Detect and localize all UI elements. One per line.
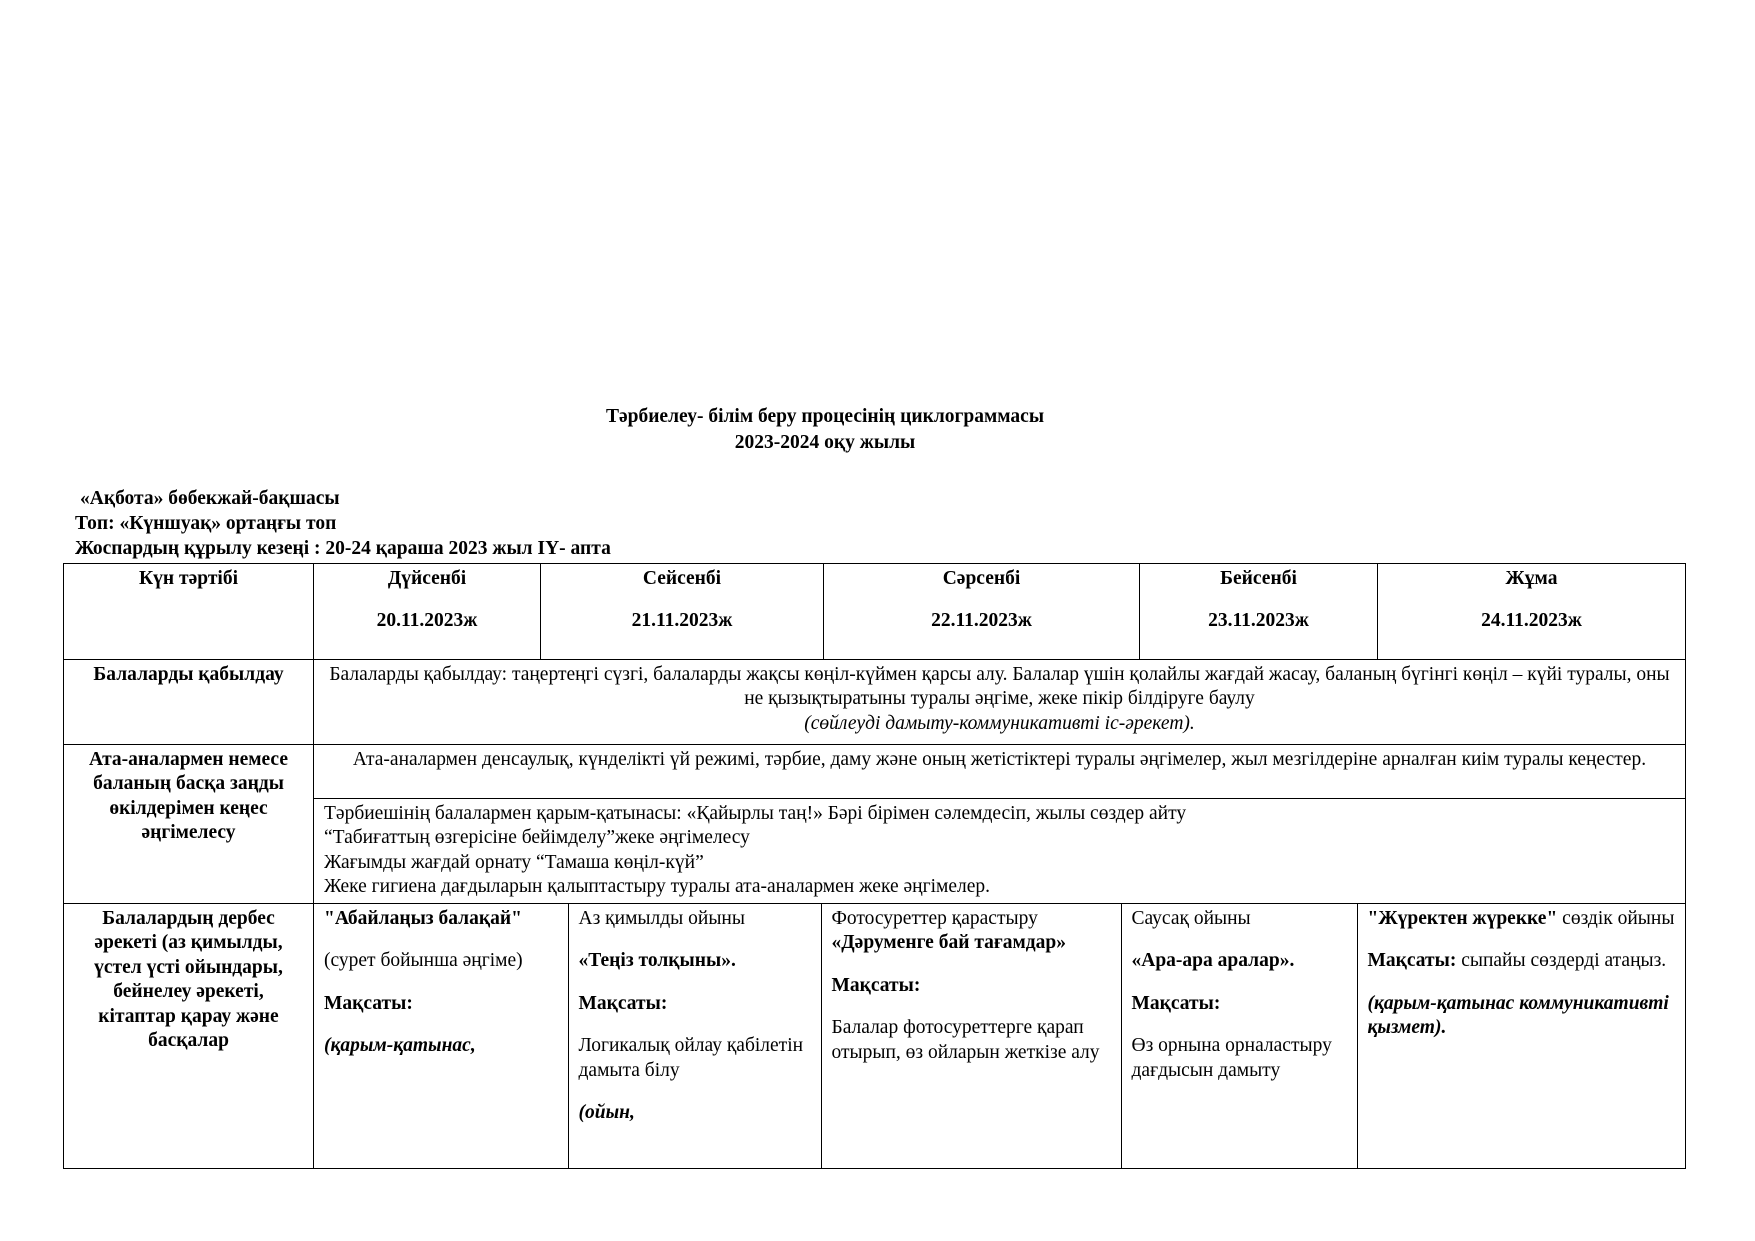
activity-title: «Теңіз толқыны». [578, 950, 736, 972]
header-day-friday [1378, 564, 1686, 660]
activity-type: (ойын, [578, 1101, 635, 1123]
activity-title-suffix: сөздік ойыны [1557, 908, 1675, 929]
day-name: Жұма [1505, 568, 1558, 589]
activity-thursday [1121, 904, 1357, 1168]
parents-row-top [64, 745, 1686, 799]
day-date: 22.11.2023ж [931, 610, 1032, 632]
activity-title: «Ара-ара аралар». [1131, 950, 1295, 972]
document-title: Тәрбиелеу- білім беру процесінің циклограммасы [605, 406, 1045, 427]
independent-activity-row [64, 904, 1686, 1169]
communication-line: “Табиғаттың өзгерісіне бейімделу”жеке әңгімелесу [324, 827, 750, 849]
independent-activity-label: Балалардың дербес әрекеті (аз қимылды, үстел үсті ойындары, бейнелеу әрекеті, кітаптар қарау және басқалар [64, 904, 314, 1169]
day-name: Дүйсенбі [387, 568, 467, 589]
goal-line [1368, 949, 1677, 973]
activity-type: (қарым-қатынас коммуникативті қызмет). [1367, 992, 1669, 1039]
reception-content [314, 660, 1686, 745]
day-date: 21.11.2023ж [631, 610, 733, 632]
activity-intro: Фотосуреттер қарастыру [831, 908, 1038, 929]
reception-text: Балаларды қабылдау: таңертеңгі сүзгі, балаларды жақсы көңіл-күймен қарсы алу. Балалар үшін қолайлы жағдай жасау, баланың бүгінгі көңіл – күйі туралы, оны не қызықтыратыны туралы әңгіме, жеке пікір білдіруге баулу [329, 664, 1670, 710]
activity-monday [314, 904, 568, 1168]
header-day-thursday [1140, 564, 1378, 660]
activity-title: "Абайлаңыз балақай" [324, 908, 522, 929]
header-schedule: Күн тәртібі [64, 564, 314, 660]
planning-period: Жоспардың құрылу кезеңі : 20-24 қараша 2023 жыл ІҮ- апта [75, 538, 611, 559]
goal-label: Мақсаты: [578, 992, 668, 1014]
goal-label: Мақсаты: [1131, 992, 1221, 1014]
independent-activity-days [314, 904, 1686, 1169]
communication-line: Тәрбиешінің балалармен қарым-қатынасы: «Қайырлы таң!» Бәрі бірімен сәлемдесіп, жылы сөздер айту [324, 803, 1187, 824]
activity-wednesday [821, 904, 1121, 1168]
reception-note: (сөйлеуді дамыту-коммуникативті іс-әрекет). [804, 712, 1195, 734]
activity-friday [1357, 904, 1686, 1168]
activity-tuesday [568, 904, 821, 1168]
goal-text: Логикалық ойлау қабілетін дамыта білу [578, 1035, 804, 1081]
goal-text: сыпайы сөздерді атаңыз. [1456, 950, 1667, 972]
teacher-communication [314, 799, 1686, 904]
day-name: Сейсенбі [642, 568, 722, 589]
schedule-table-wrapper [63, 563, 1685, 1169]
activity-intro: Аз қимылды ойыны [578, 908, 745, 929]
day-date: 24.11.2023ж [1481, 610, 1582, 632]
day-date: 20.11.2023ж [376, 610, 478, 632]
schedule-table [63, 563, 1686, 1169]
activity-type: (қарым-қатынас, [324, 1035, 476, 1057]
kindergarten-name: «Ақбота» бөбекжай-бақшасы [80, 488, 340, 509]
goal-label: Мақсаты: [1367, 950, 1457, 972]
parents-consultation [314, 745, 1686, 799]
day-date: 23.11.2023ж [1208, 610, 1309, 632]
communication-line: Жеке гигиена дағдыларын қалыптастыру туралы ата-аналармен жеке әңгімелер. [324, 876, 990, 898]
day-name: Бейсенбі [1220, 568, 1297, 589]
goal-label: Мақсаты: [324, 992, 413, 1014]
parents-consultation-text: Ата-аналармен денсаулық, күнделікті үй режимі, тәрбие, даму және оның жетістіктері туралы әңгімелер, жыл мезгілдеріне арналған киім туралы кеңестер. [352, 749, 1647, 770]
activity-intro: Саусақ ойыны [1131, 908, 1251, 929]
academic-year: 2023-2024 оқу жылы [734, 432, 916, 453]
header-day-monday [314, 564, 541, 660]
activity-heading [1368, 907, 1677, 931]
goal-text: Өз орнына орналастыру дағдысын дамыту [1131, 1035, 1332, 1081]
goal-label: Мақсаты: [831, 974, 921, 996]
goal-text: Балалар фотосуреттерге қарап отырып, өз ойларын жеткізе алу [831, 1017, 1100, 1063]
activity-subtable [314, 904, 1686, 1168]
activity-title: "Жүректен жүрекке" [1367, 908, 1558, 929]
reception-label: Балаларды қабылдау [64, 660, 314, 745]
day-name: Сәрсенбі [942, 568, 1021, 589]
group-name: Топ: «Күншуақ» ортаңғы топ [75, 513, 337, 534]
activity-subtitle: (сурет бойынша әңгіме) [324, 950, 523, 972]
reception-row [64, 660, 1686, 745]
header-day-wednesday [824, 564, 1140, 660]
parents-label: Ата-аналармен немесе баланың басқа заңды өкілдерімен кеңес әңгімелесу [64, 745, 314, 904]
header-row [64, 564, 1686, 660]
activity-title: «Дәруменге бай тағамдар» [831, 932, 1066, 954]
communication-line: Жағымды жағдай орнату “Тамаша көңіл-күй” [324, 851, 704, 873]
header-day-tuesday [541, 564, 824, 660]
